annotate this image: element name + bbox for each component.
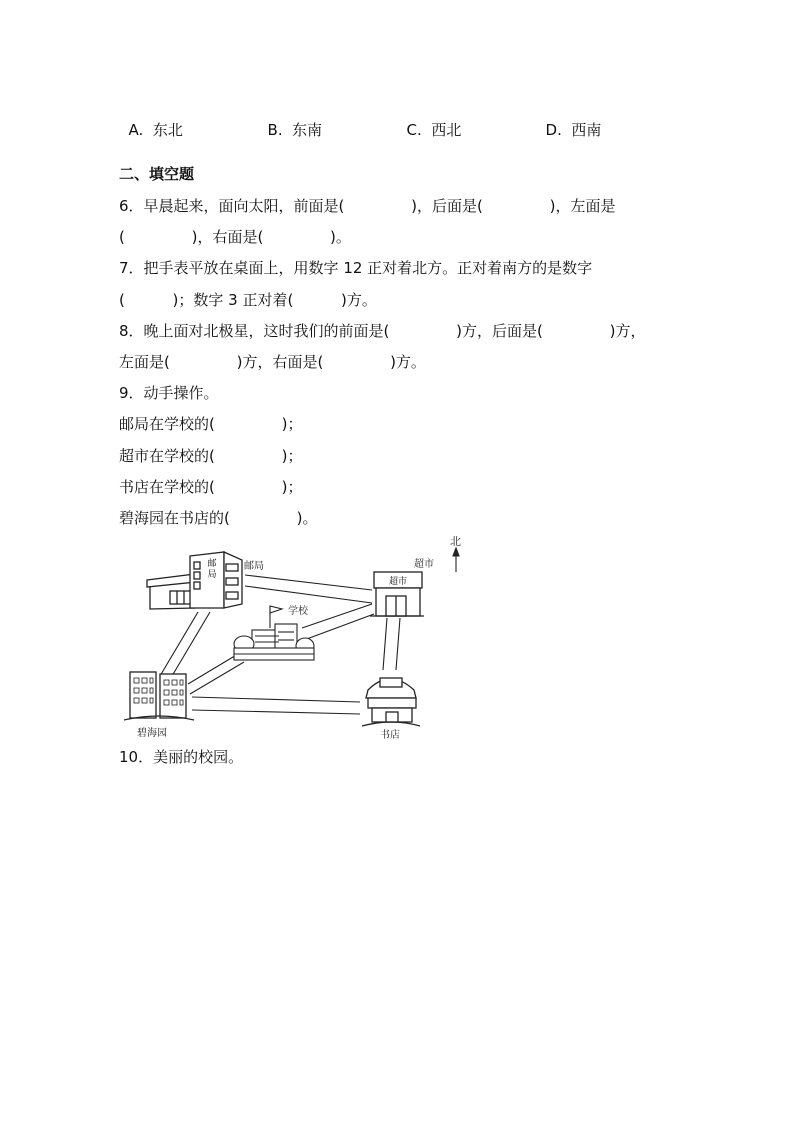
post-office-label: 邮局: [244, 561, 264, 572]
option-d-letter: D.: [545, 121, 562, 139]
bihaiyuan-label: 碧海园: [137, 728, 167, 739]
option-d: [536, 101, 601, 140]
supermarket-sign: 超市: [388, 577, 408, 587]
q8-line1: 8．晚上面对北极星，这时我们的前面是( )方，后面是( )方，: [119, 322, 646, 340]
north-arrow-icon: [453, 548, 459, 572]
q9-line-post: 邮局在学校的( )；: [119, 415, 303, 433]
road-post-bihaiyuan: [160, 612, 210, 676]
q6-line2: ( )，右面是( )。: [119, 228, 351, 246]
road-bihaiyuan-bookstore: [192, 697, 360, 714]
post-sign-1: 邮: [207, 559, 217, 569]
option-a-text: 东北: [152, 121, 183, 139]
school-label: 学校: [288, 606, 308, 617]
q9-line-bihaiyuan: 碧海园在书店的( )。: [119, 509, 318, 527]
q9-line-bookstore: 书店在学校的( )；: [119, 478, 303, 496]
road-post-supermarket: [245, 575, 372, 603]
option-c: [397, 101, 461, 140]
option-b-text: 东南: [292, 121, 323, 139]
option-b-letter: B.: [267, 121, 283, 139]
north-label: 北: [450, 535, 461, 548]
q8-line2: 左面是( )方，右面是( )方。: [119, 353, 426, 371]
option-d-text: 西南: [571, 121, 602, 139]
q6-line1: 6．早晨起来，面向太阳，前面是( )，后面是( )，左面是: [119, 197, 616, 215]
bookstore-icon: [362, 678, 420, 726]
option-c-text: 西北: [431, 121, 462, 139]
q7-line2: ( )；数字 3 正对着( )方。: [119, 291, 377, 309]
supermarket-label: 超市: [414, 559, 434, 570]
supermarket-icon: [370, 572, 424, 616]
section-heading: 二、填空题: [119, 165, 195, 183]
bihaiyuan-icon: [124, 672, 194, 720]
q10-line: 10．美丽的校园。: [119, 748, 244, 766]
bookstore-label: 书店: [380, 730, 400, 741]
road-school-supermarket: [302, 604, 374, 640]
road-supermarket-bookstore: [383, 618, 400, 670]
option-a: [119, 101, 183, 140]
post-sign-2: 局: [207, 570, 217, 580]
direction-map: [110, 530, 490, 745]
q9-title: 9．动手操作。: [119, 384, 219, 402]
q9-line-supermarket: 超市在学校的( )；: [119, 447, 303, 465]
option-b: [258, 101, 322, 140]
option-a-letter: A.: [128, 121, 144, 139]
option-c-letter: C.: [406, 121, 422, 139]
post-office-icon: [147, 552, 242, 609]
q7-line1: 7．把手表平放在桌面上，用数字 12 正对着北方。正对着南方的是数字: [119, 259, 593, 277]
